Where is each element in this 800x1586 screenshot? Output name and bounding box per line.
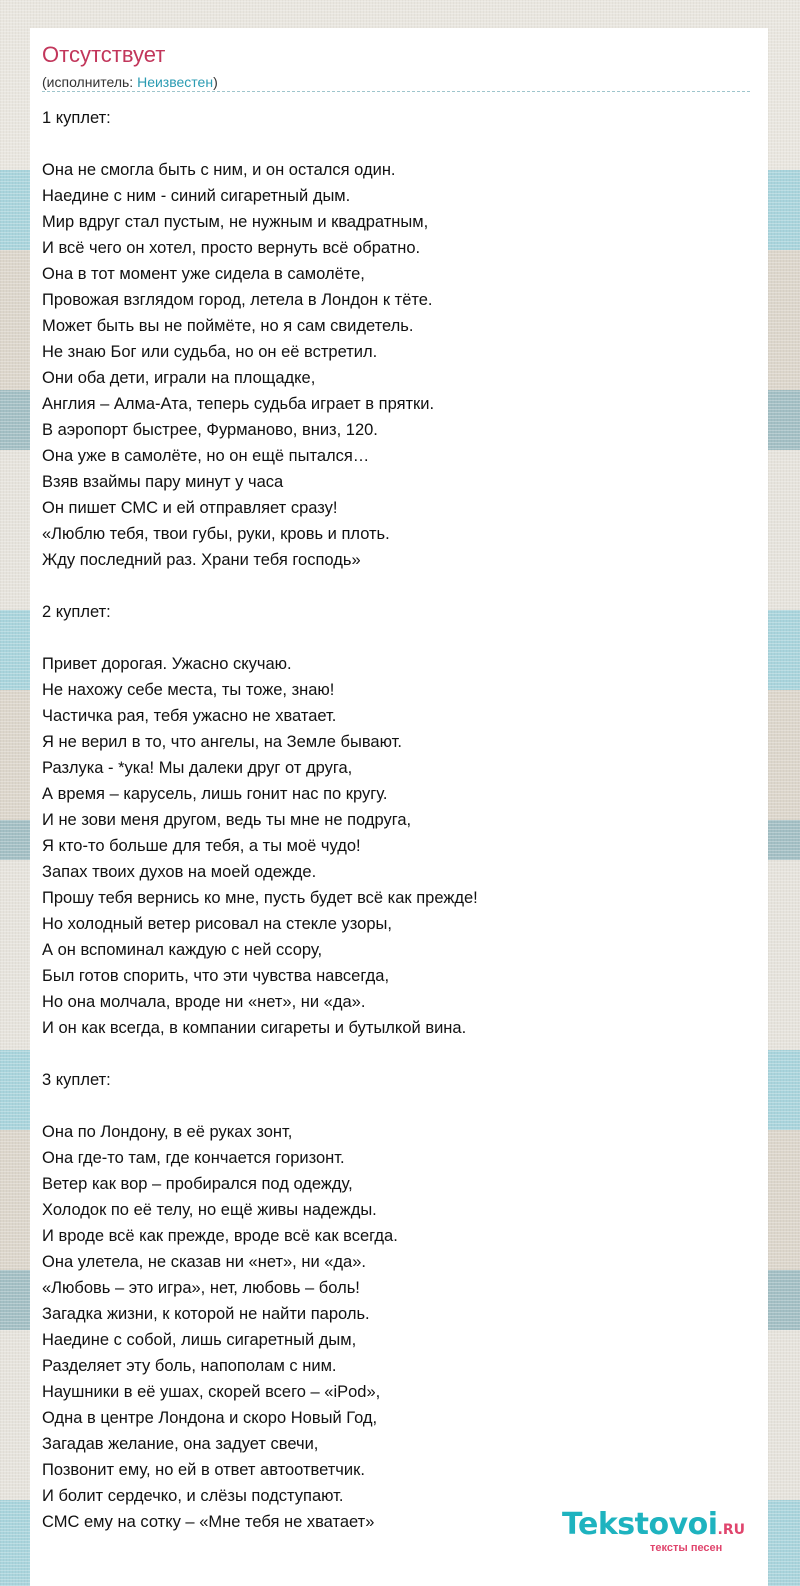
lyric-line: Я не верил в то, что ангелы, на Земле бывают.: [42, 733, 402, 751]
lyric-line: Но холодный ветер рисовал на стекле узоры,: [42, 915, 392, 933]
lyric-line: Одна в центре Лондона и скоро Новый Год,: [42, 1409, 378, 1427]
artist-prefix: (исполнитель:: [42, 74, 138, 90]
artist-line: [42, 73, 218, 91]
lyric-line: 1 куплет:: [42, 109, 111, 127]
lyric-line: Разлука - *ука! Мы далеки друг от друга,: [42, 759, 353, 777]
lyric-gap: [42, 573, 754, 599]
lyric-line: 2 куплет:: [42, 603, 111, 621]
song-title: Отсутствует: [42, 42, 166, 67]
logo-name: Tekstovoi: [562, 1507, 718, 1542]
lyric-line: Провожая взглядом город, летела в Лондон к тёте.: [42, 291, 433, 309]
lyric-line: А время – карусель, лишь гонит нас по кругу.: [42, 785, 388, 803]
lyric-line: Загадав желание, она задует свечи,: [42, 1435, 319, 1453]
lyric-line: Загадка жизни, к которой не найти пароль.: [42, 1305, 370, 1323]
lyric-gap: [42, 1093, 754, 1119]
lyric-line: И он как всегда, в компании сигареты и бутылкой вина.: [42, 1019, 467, 1037]
lyric-line: Она где-то там, где кончается горизонт.: [42, 1149, 345, 1167]
lyric-line: Он пишет СМС и ей отправляет сразу!: [42, 499, 338, 517]
lyric-line: Не нахожу себе места, ты тоже, знаю!: [42, 681, 335, 699]
lyric-line: Запах твоих духов на моей одежде.: [42, 863, 317, 881]
lyric-line: Частичка рая, тебя ужасно не хватает.: [42, 707, 337, 725]
lyric-gap: [42, 1041, 754, 1067]
lyric-line: Может быть вы не поймёте, но я сам свидетель.: [42, 317, 414, 335]
lyric-line: Она в тот момент уже сидела в самолёте,: [42, 265, 365, 283]
lyric-line: А он вспоминал каждую с ней ссору,: [42, 941, 323, 959]
lyric-line: И вроде всё как прежде, вроде всё как всегда.: [42, 1227, 398, 1245]
lyric-line: Она уже в самолёте, но он ещё пытался…: [42, 447, 370, 465]
lyric-line: Холодок по её телу, но ещё живы надежды.: [42, 1201, 377, 1219]
lyric-line: Наедине с ним - синий сигаретный дым.: [42, 187, 351, 205]
lyric-line: Я кто-то больше для тебя, а ты моё чудо!: [42, 837, 361, 855]
lyric-line: Но она молчала, вроде ни «нет», ни «да».: [42, 993, 366, 1011]
lyric-line: Она не смогла быть с ним, и он остался один.: [42, 161, 396, 179]
lyric-gap: [42, 625, 754, 651]
lyric-line: Был готов спорить, что эти чувства навсегда,: [42, 967, 390, 985]
lyric-line: Привет дорогая. Ужасно скучаю.: [42, 655, 292, 673]
lyric-line: Она улетела, не сказав ни «нет», ни «да».: [42, 1253, 366, 1271]
lyric-line: Она по Лондону, в её руках зонт,: [42, 1123, 293, 1141]
lyric-line: Ветер как вор – пробирался под одежду,: [42, 1175, 353, 1193]
lyric-line: И болит сердечко, и слёзы подступают.: [42, 1487, 344, 1505]
lyric-gap: [42, 131, 754, 157]
lyric-line: И не зови меня другом, ведь ты мне не подруга,: [42, 811, 412, 829]
lyric-line: Позвонит ему, но ей в ответ автоответчик.: [42, 1461, 365, 1479]
lyric-line: Взяв взаймы пару минут у часа: [42, 473, 284, 491]
logo-domain: .RU: [717, 1522, 746, 1538]
lyric-line: «Люблю тебя, твои губы, руки, кровь и плоть.: [42, 525, 390, 543]
lyric-line: 3 куплет:: [42, 1071, 111, 1089]
song-header: [42, 42, 218, 91]
content-panel: [30, 28, 768, 1586]
lyric-line: В аэропорт быстрее, Фурманово, вниз, 120.: [42, 421, 378, 439]
lyric-line: Прошу тебя вернись ко мне, пусть будет всё как прежде!: [42, 889, 478, 907]
lyric-line: Разделяет эту боль, напополам с ним.: [42, 1357, 337, 1375]
header-divider: [42, 91, 750, 92]
lyric-line: Жду последний раз. Храни тебя господь»: [42, 551, 361, 569]
site-logo[interactable]: [562, 1508, 772, 1558]
artist-suffix: ): [213, 74, 218, 90]
artist-link[interactable]: Неизвестен: [137, 74, 214, 90]
logo-tagline: тексты песен: [650, 1542, 723, 1554]
lyric-line: Наедине с собой, лишь сигаретный дым,: [42, 1331, 357, 1349]
lyric-line: Англия – Алма-Ата, теперь судьба играет в прятки.: [42, 395, 435, 413]
lyric-line: Не знаю Бог или судьба, но он её встретил.: [42, 343, 378, 361]
lyric-line: Наушники в её ушах, скорей всего – «iPod»,: [42, 1383, 381, 1401]
lyrics-text: [42, 105, 754, 1535]
lyric-line: Мир вдруг стал пустым, не нужным и квадратным,: [42, 213, 429, 231]
lyric-line: «Любовь – это игра», нет, любовь – боль!: [42, 1279, 360, 1297]
lyric-line: Они оба дети, играли на площадке,: [42, 369, 316, 387]
lyric-line: СМС ему на сотку – «Мне тебя не хватает»: [42, 1513, 375, 1531]
lyric-line: И всё чего он хотел, просто вернуть всё обратно.: [42, 239, 421, 257]
